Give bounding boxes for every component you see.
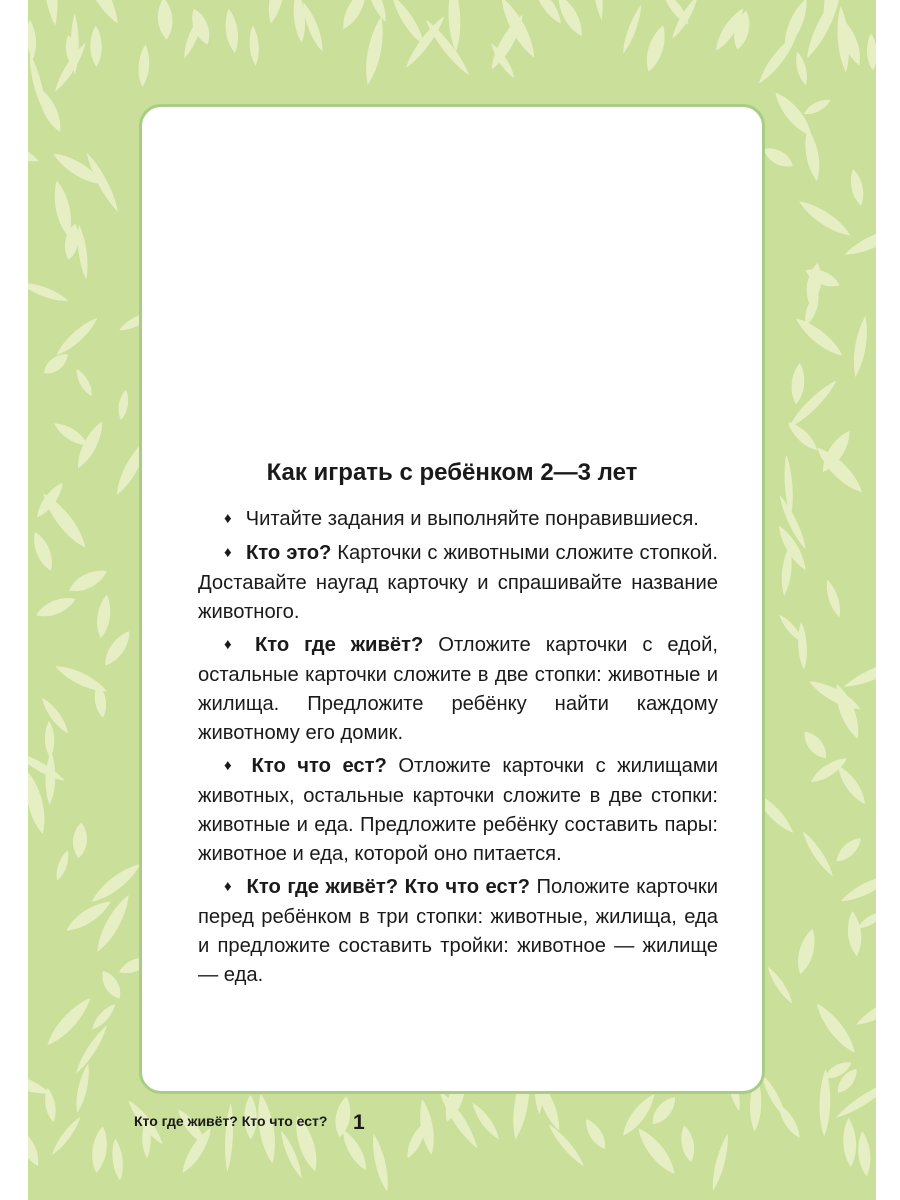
instruction-card: [139, 104, 765, 1094]
item-text: Карточки с животными сложите стопкой. Доставайте наугад карточку и спрашивайте название животного.: [198, 542, 718, 623]
diamond-bullet-icon: ♦: [224, 878, 233, 895]
item-lead: Кто где живёт? Кто что ест?: [246, 876, 530, 898]
list-item: [198, 631, 718, 748]
item-lead: Кто это?: [245, 542, 332, 564]
page-number: 1: [353, 1111, 365, 1134]
list-item: [198, 752, 718, 869]
item-lead: Кто что ест?: [251, 755, 387, 777]
list-item: [198, 539, 718, 627]
item-lead: Кто где живёт?: [254, 634, 424, 656]
list-item: [198, 505, 718, 535]
page-title: Как играть с ребёнком 2—3 лет: [266, 459, 638, 486]
item-text: Отложите карточки с едой, остальные карточки сложите в две стопки: животные и жилища. Предложите ребёнку найти каждому животному его домик.: [198, 634, 719, 744]
item-text: Положите карточки перед ребёнком в три стопки: животные, жилища, еда и предложите составить тройки: животное — жилище — еда.: [198, 876, 718, 986]
footer-title: Кто где живёт? Кто что ест?: [134, 1113, 328, 1129]
instruction-body: [198, 505, 718, 994]
item-text: Читайте задания и выполняйте понравившиеся.: [245, 508, 699, 530]
diamond-bullet-icon: ♦: [224, 510, 232, 527]
list-item: [198, 873, 718, 990]
diamond-bullet-icon: ♦: [224, 544, 232, 561]
diamond-bullet-icon: ♦: [224, 757, 238, 774]
diamond-bullet-icon: ♦: [224, 636, 241, 653]
page-background: [28, 0, 876, 1200]
item-text: Отложите карточки с жилищами животных, остальные карточки сложите в две стопки: животные и еда. Предложите ребёнку составить пары: животное и еда, которой оно питается.: [198, 755, 718, 865]
